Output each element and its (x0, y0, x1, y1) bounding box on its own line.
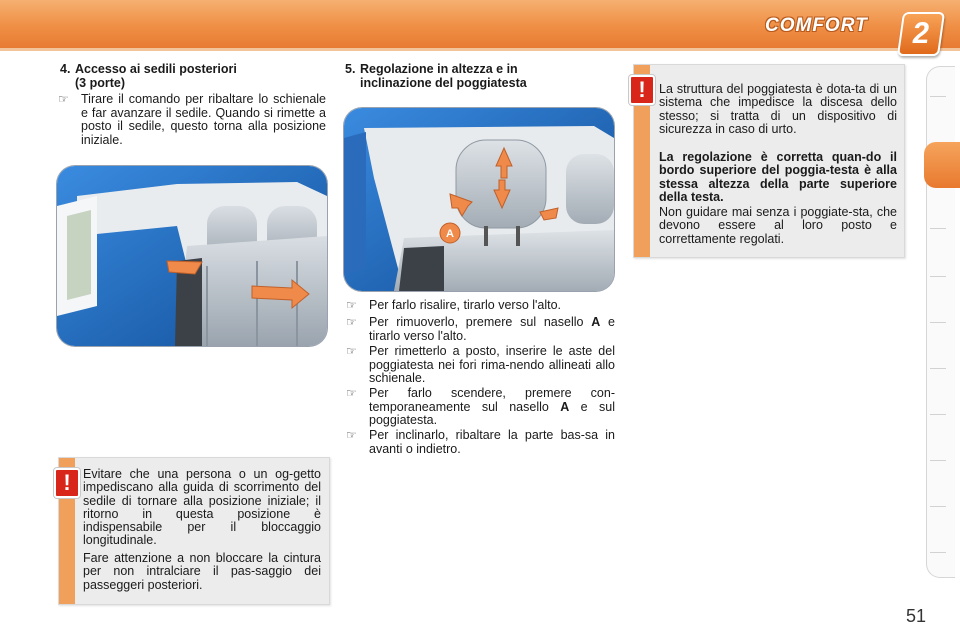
tab-marker (930, 368, 946, 369)
hand-pointer-icon: ☞ (346, 315, 357, 329)
section-title-line1: Regolazione in altezza e in (360, 62, 518, 76)
bullet-text: Per inclinarlo, ribaltare la parte bas-sa in avanti o indietro. (369, 428, 615, 456)
tab-marker (930, 276, 946, 277)
headrest-photo (344, 108, 614, 291)
hand-pointer-icon: ☞ (58, 92, 69, 106)
headrest-illustration (344, 108, 614, 291)
warning-text: Evitare che una persona o un og-getto impediscano alla guida di scorrimento del sedile di tornare alla posizione iniziale; il ritorno in questa posizione è indispensabile per il bloccaggio longitudinale. (83, 467, 321, 548)
section-number: 4. (60, 62, 71, 76)
tab-marker (930, 228, 946, 229)
bullet-text: Per farlo scendere, premere con-temporaneamente sul nasello (369, 386, 615, 414)
tab-marker (930, 552, 946, 553)
warning-icon: ! (54, 468, 80, 498)
chapter-tab-active[interactable] (924, 142, 960, 188)
tab-marker (930, 96, 946, 97)
bullet-text: Per rimuoverlo, premere sul nasello (369, 315, 592, 329)
bullet-text: Tirare il comando per ribaltare lo schienale e far avanzare il sedile. Quando si rimette a posto il sedile, questo torna alla posizione iniziale. (81, 92, 326, 147)
tab-marker (930, 322, 946, 323)
section-5-bullet (346, 428, 615, 456)
section-title-line2: inclinazione del poggiatesta (360, 76, 527, 90)
bullet-text: Per rimetterlo a posto, inserire le aste del poggiatesta nei fori rima-nendo allineati allo schienale. (369, 344, 615, 385)
warning-text: La struttura del poggiatesta è dota-ta di un sistema che impedisce la discesa dello stesso; si tratta di un dispositivo di sicurezza in caso di urto. (659, 82, 897, 136)
header-divider (0, 48, 960, 51)
hand-pointer-icon: ☞ (346, 428, 357, 442)
hand-pointer-icon: ☞ (346, 344, 357, 358)
seat-access-illustration (57, 166, 327, 346)
hand-pointer-icon: ☞ (346, 298, 357, 312)
section-4-heading (60, 62, 310, 90)
section-5-heading (345, 62, 605, 90)
warning-text-bold: La regolazione è corretta quan-do il bordo superiore del poggia-testa è alla stessa altezza della parte superiore della testa. (659, 150, 897, 204)
warning-text: Fare attenzione a non bloccare la cintura per non intralciare il pas-saggio dei passeggeri posteriori. (83, 551, 321, 592)
section-number: 5. (345, 62, 356, 76)
page-number: 51 (906, 606, 927, 626)
section-title-line1: Accesso ai sedili posteriori (75, 62, 237, 76)
section-5-bullet (346, 344, 615, 386)
bullet-bold: A (560, 399, 570, 414)
section-4-bullet (58, 92, 326, 147)
section-5-bullet (346, 298, 615, 313)
bullet-bold: A (591, 315, 601, 329)
chapter-number-badge: 2 (897, 12, 945, 56)
bullet-text: e tirarlo verso l'alto. (369, 315, 615, 343)
warning-box-seat (58, 457, 330, 605)
tab-marker (930, 414, 946, 415)
warning-icon: ! (629, 75, 655, 105)
bullet-text: Per farlo risalire, tirarlo verso l'alto. (369, 298, 562, 312)
section-5-bullet (346, 315, 615, 343)
tab-marker (930, 460, 946, 461)
photo-label-a: A (446, 228, 454, 240)
chapter-title: COMFORT (765, 15, 868, 36)
hand-pointer-icon: ☞ (346, 386, 357, 400)
section-5-bullet (346, 386, 615, 428)
section-title-line2: (3 porte) (75, 76, 125, 90)
tab-marker (930, 506, 946, 507)
seat-access-photo (57, 166, 327, 346)
warning-text: Non guidare mai senza i poggiate-sta, che devono essere al loro posto e correttamente regolati. (659, 205, 897, 246)
warning-box-headrest (633, 64, 905, 258)
bullet-text: e sul poggiatesta. (369, 399, 615, 427)
